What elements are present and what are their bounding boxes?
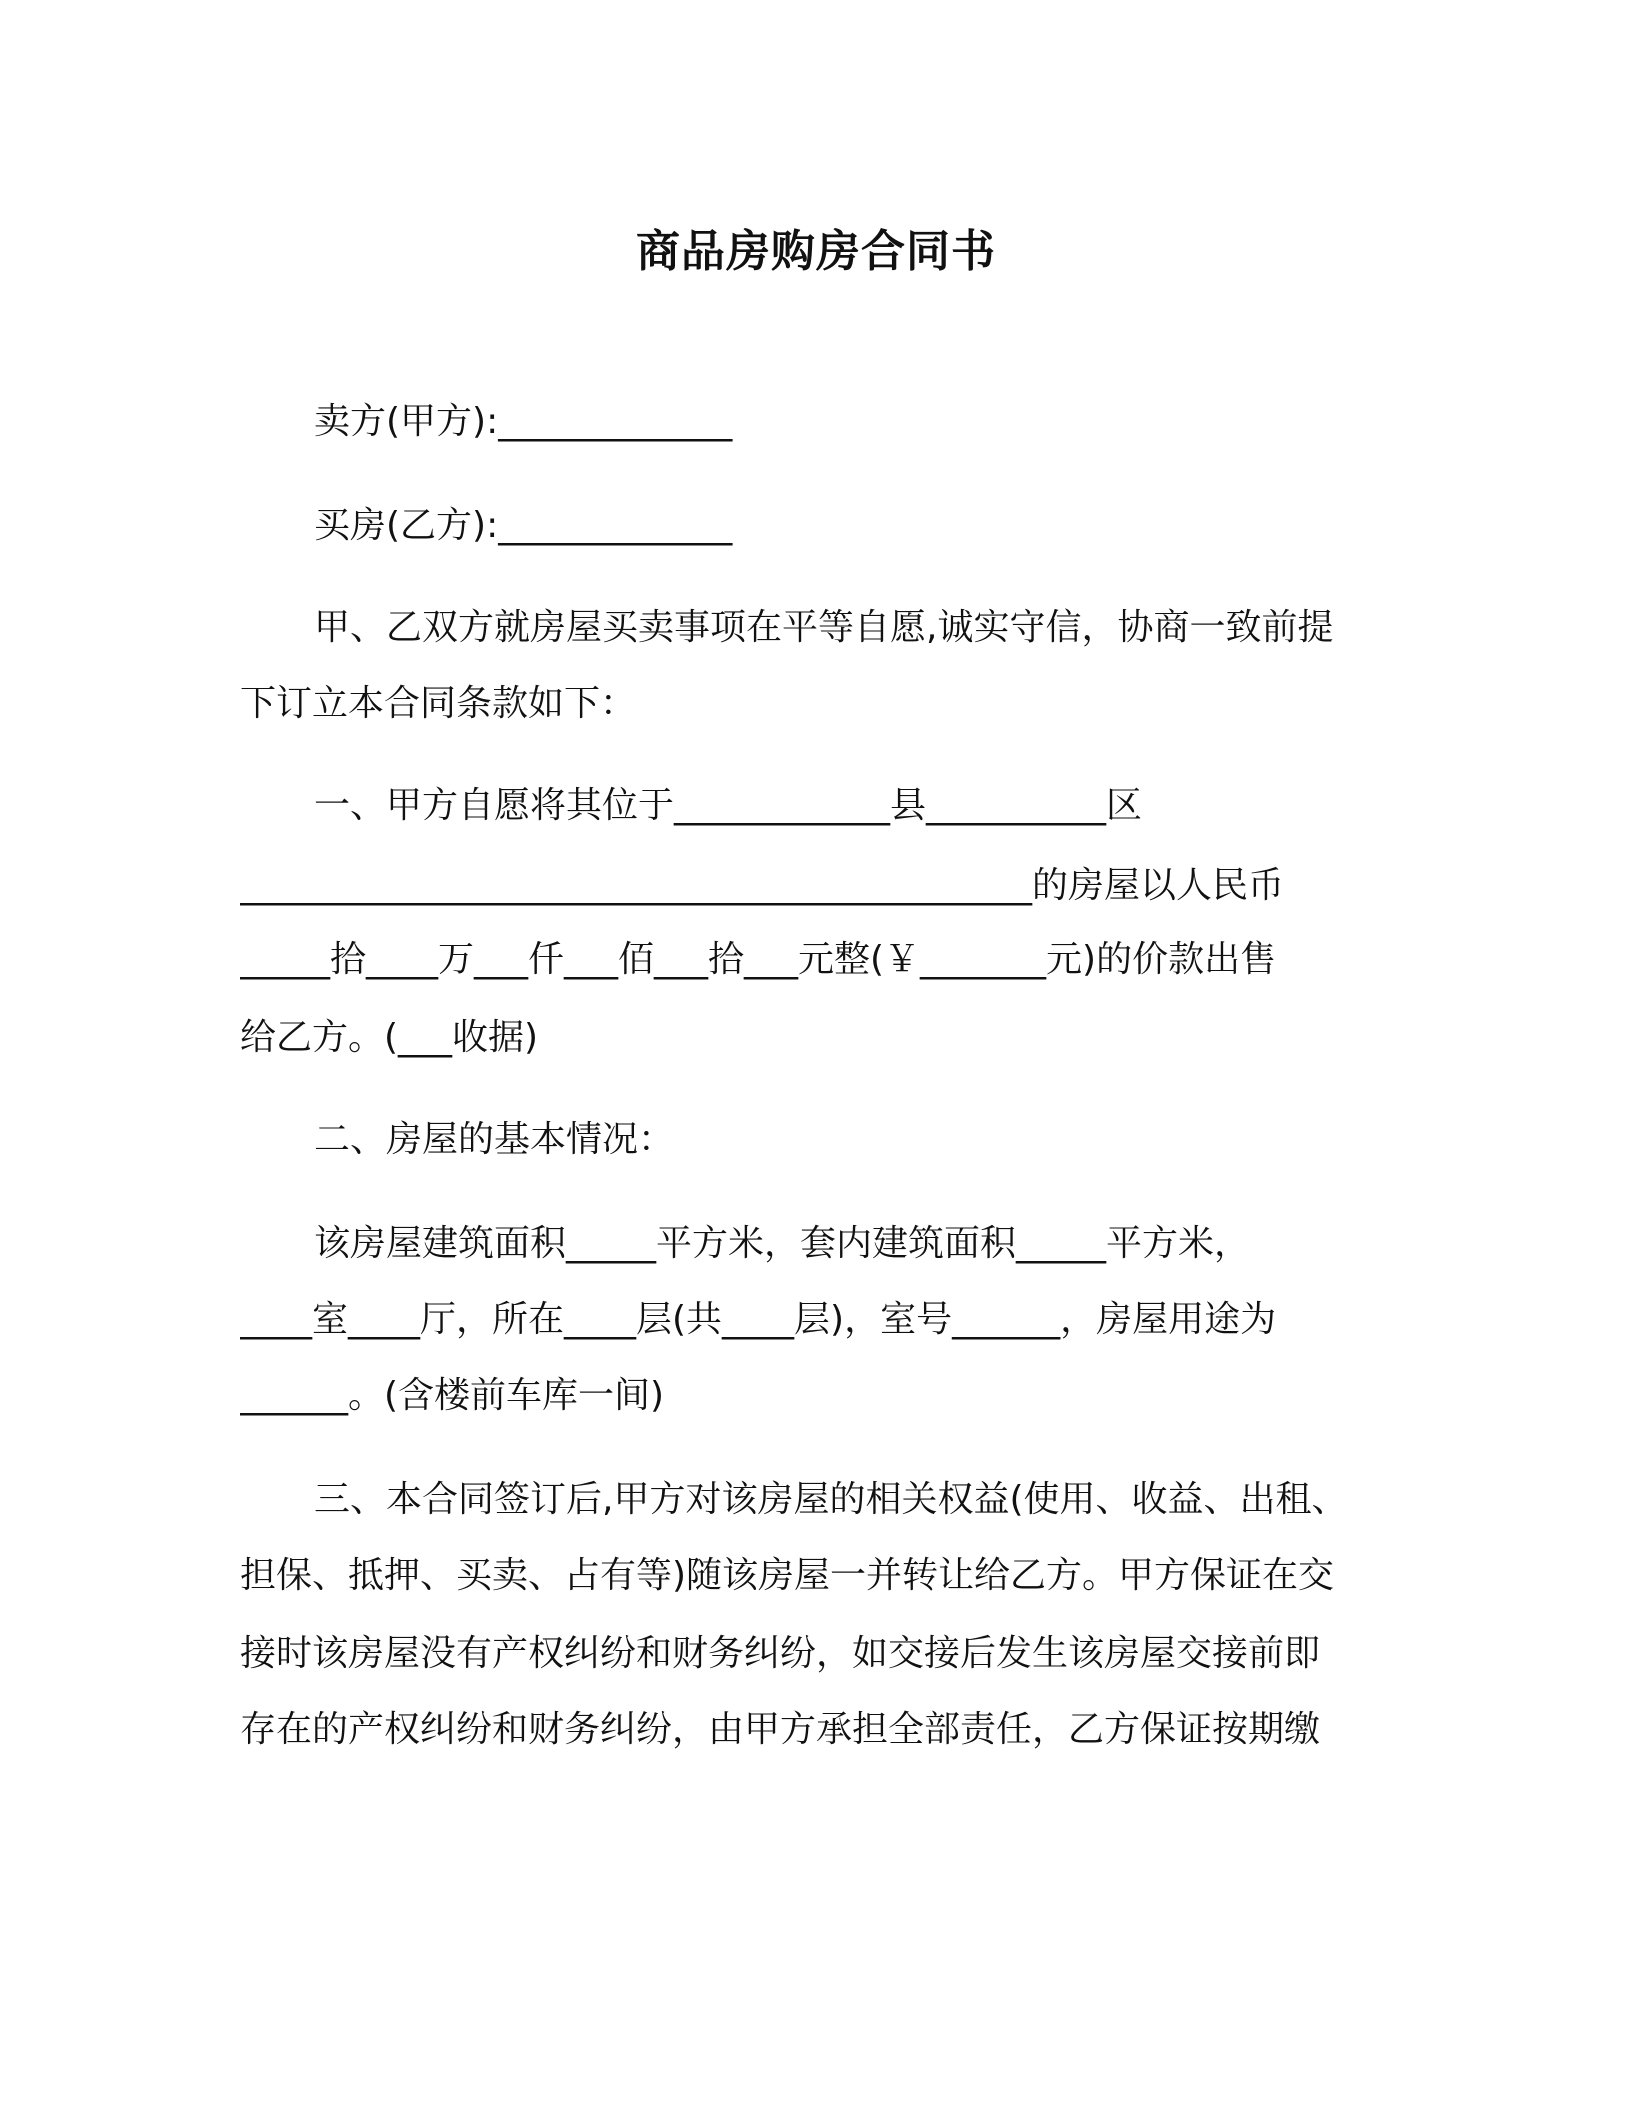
clause-2-line-1: 该房屋建筑面积_____平方米，套内建筑面积_____平方米，	[314, 1223, 1251, 1264]
clause-1-line-3: _____拾____万___仟___佰___拾___元整(￥_______元)的价款出售	[240, 939, 1277, 980]
clause-1-line-4: 给乙方。(___收据)	[240, 1017, 539, 1058]
clause-2-line-2: ____室____厅，所在____层(共____层)，室号______，房屋用途为	[240, 1299, 1277, 1340]
clause-1-line-2: ____________________________________________的房屋以人民币	[240, 865, 1285, 906]
seller-line: 卖方(甲方):_____________	[314, 401, 733, 442]
document-title: 商品房购房合同书	[636, 226, 996, 277]
clause-2-line-3: ______。(含楼前车库一间)	[240, 1375, 665, 1416]
preamble-line-1: 甲、乙双方就房屋买卖事项在平等自愿,诚实守信，协商一致前提	[314, 607, 1334, 648]
clause-3-line-3: 接时该房屋没有产权纠纷和财务纠纷，如交接后发生该房屋交接前即	[240, 1633, 1321, 1674]
clause-3-line-2: 担保、抵押、买卖、占有等)随该房屋一并转让给乙方。甲方保证在交	[240, 1555, 1335, 1596]
clause-2-heading: 二、房屋的基本情况：	[314, 1119, 675, 1160]
clause-3-line-4: 存在的产权纠纷和财务纠纷，由甲方承担全部责任，乙方保证按期缴	[240, 1709, 1321, 1750]
clause-1-line-1: 一、甲方自愿将其位于____________县__________区	[314, 785, 1143, 826]
preamble-line-2: 下订立本合同条款如下：	[240, 683, 637, 724]
buyer-line: 买房(乙方):_____________	[314, 505, 733, 546]
clause-3-line-1: 三、本合同签订后,甲方对该房屋的相关权益(使用、收益、出租、	[314, 1479, 1348, 1520]
